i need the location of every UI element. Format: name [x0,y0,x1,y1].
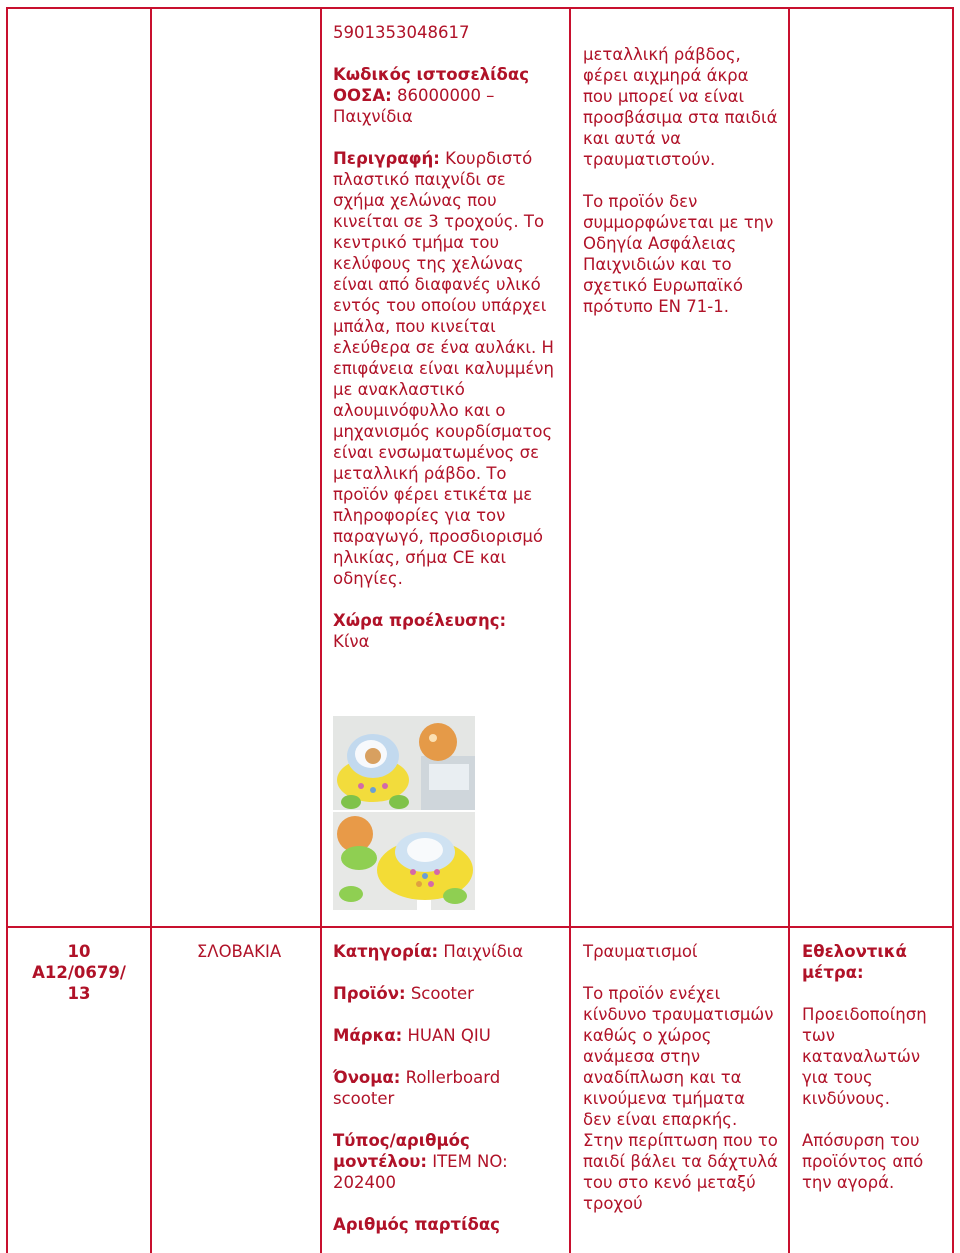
notification-ref-year: 13 [67,984,91,1003]
brand-value: HUAN QIU [407,1026,491,1045]
description-label: Περιγραφή: [333,149,440,168]
notification-ref: A12/0679/ [32,963,126,982]
batch-label: Αριθμός παρτίδας [333,1215,500,1234]
table-rule-top [6,7,954,9]
category-value: Παιχνίδια [443,942,524,961]
origin-label: Χώρα προέλευσης: [333,611,507,630]
model [333,1130,555,1193]
measures-label [802,941,950,983]
product-value: Scooter [410,984,474,1003]
product-photo-top [333,716,475,810]
oosa-category: Παιχνίδια [333,107,413,126]
description-text: Κουρδιστό πλαστικό παιχνίδι σε σχήμα χελώνας που κινείται σε 3 τροχούς. Το κεντρικό τμήμα του κελύφους της χελώνας είναι από διαφανές υλικό εντός του οποίου υπάρχει μπάλα, που κινείται ελεύθερα σε ένα αυλάκι. Η επιφάνεια είναι καλυμμένη με ανακλαστικό αλουμινόφυλλο και ο μηχανισμός κουρδίσματος είναι ενσωματωμένος σε μεταλλική ράβδο. Το προϊόν φέρει ετικέτα με πληροφορίες για τον παραγωγό, προσδιορισμό ηλικίας, σήμα CE και οδηγίες. [333,149,554,588]
description [333,148,555,589]
product-name [333,1067,555,1109]
table-rule-middle [6,926,954,928]
model-value: ITEM NO: 202400 [333,1152,508,1192]
reference-cell [8,941,150,1004]
origin-value: Κίνα [333,632,370,651]
category-label: Κατηγορία: [333,942,439,961]
table-rule-col1 [150,7,152,1253]
risk-description: Το προϊόν ενέχει κίνδυνο τραυματισμών καθώς ο χώρος ανάμεσα στην αναδίπλωση και τα κινούμενα τμήματα δεν είναι επαρκής. Στην περίπτωση που το παιδί βάλει τα δάχτυλά του στο κενό μεταξύ τροχού [583,984,778,1213]
table-rule-col4 [788,7,790,1253]
compliance-text: Το προϊόν δεν συμμορφώνεται με την Οδηγία Ασφάλειας Παιχνιδιών και το σχετικό Ευρωπαϊκό πρότυπο ΕΝ 71-1. [583,192,774,316]
measure-warning: Προειδοποίηση των καταναλωτών για τους κινδύνους. [802,1005,927,1108]
product-info-cell [333,22,555,652]
product-label: Προϊόν: [333,984,406,1003]
notifying-country: ΣΛΟΒΑΚΙΑ [196,942,282,961]
category [333,941,555,962]
risk-text: μεταλλική ράβδος, φέρει αιχμηρά άκρα που μπορεί να είναι προσβάσιμα στα παιδιά και αυτά να τραυματιστούν. [583,45,778,169]
table-rule-left [6,7,8,1253]
notification-number: 10 [67,942,91,961]
batch [333,1214,555,1235]
product [333,983,555,1004]
brand [333,1025,555,1046]
name-value: Rollerboard scooter [333,1068,501,1108]
website-code-label: Κωδικός ιστοσελίδας [333,65,529,84]
barcode: 5901353048617 [333,23,470,42]
table-rule-right [952,7,954,1253]
oosa-label: ΟΟΣΑ: [333,86,392,105]
table-rule-col3 [569,7,571,1253]
origin [333,610,555,652]
oosa-value: 86000000 – [396,86,495,105]
product-photo-bottom [333,812,475,910]
measure-withdrawal: Απόσυρση του προϊόντος από την αγορά. [802,1131,924,1192]
measures-cell [802,941,950,1193]
risk-info-cell [583,44,778,317]
risk-details-cell [583,941,778,1214]
table-rule-col2 [320,7,322,1253]
country-cell [164,941,314,962]
measures-label-text: Εθελοντικά μέτρα: [802,942,907,982]
name-label: Όνομα: [333,1068,401,1087]
brand-label: Μάρκα: [333,1026,403,1045]
website-code [333,64,555,127]
risk-type: Τραυματισμοί [583,942,698,961]
product-details-cell [333,941,555,1235]
model-label: Τύπος/αριθμός μοντέλου: [333,1131,470,1171]
